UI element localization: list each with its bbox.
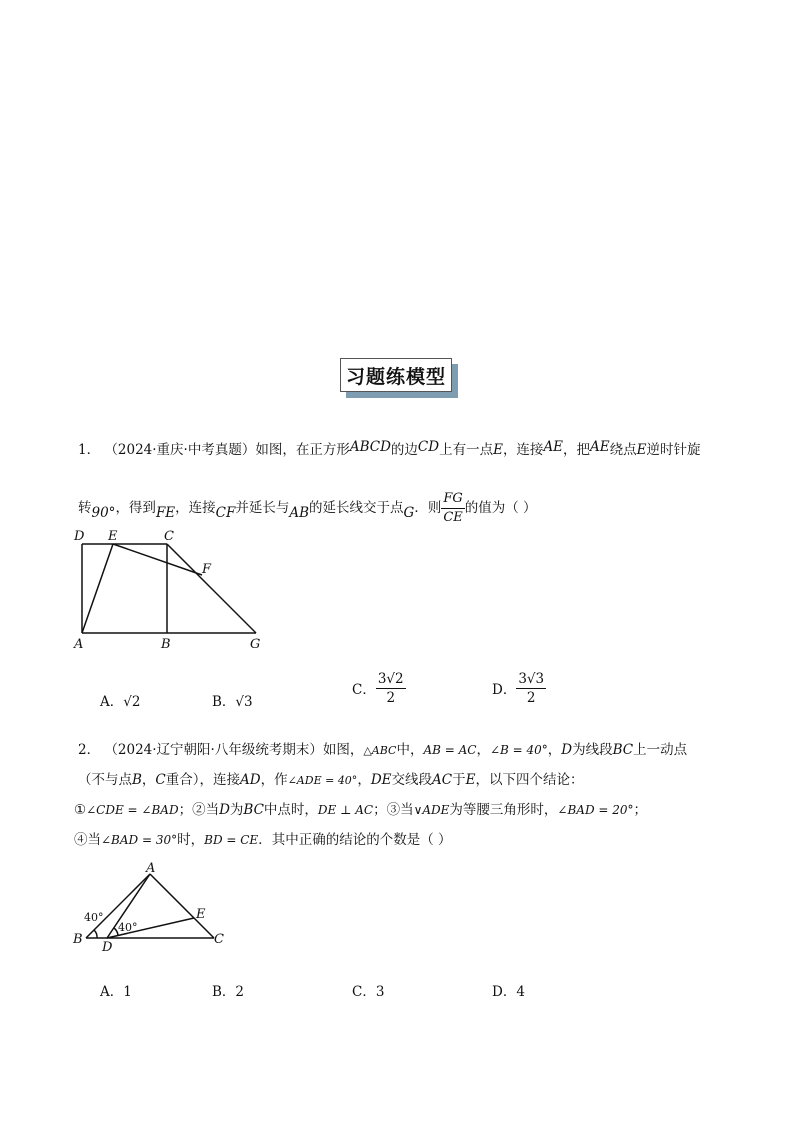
q2-var-b: B (132, 772, 142, 788)
q2-text: ．其中正确的结论的个数是（ ） (258, 832, 452, 848)
q1-edge-cg (167, 544, 256, 633)
option-label: C． (352, 984, 376, 1000)
option-label: C． (352, 682, 376, 698)
section-title-box (340, 358, 458, 398)
q2-cond-angle-ade: ∠ADE = 40° (287, 774, 358, 787)
q1-label-c: C (164, 529, 174, 544)
q2-number: 2． (78, 742, 101, 758)
q2-conclusion-4: BD = CE (204, 833, 259, 847)
q2-text: ， (547, 742, 562, 758)
option-fraction (516, 670, 546, 707)
q2-text: （不与点 (78, 772, 132, 788)
q2-text: ，以下四个结论： (475, 772, 584, 788)
option-value: √3 (235, 694, 253, 710)
q1-text: ，连接 (502, 442, 544, 458)
q1-text: 绕点 (609, 442, 637, 458)
q1-text: ，得到 (115, 500, 156, 516)
q2-line-1 (78, 740, 687, 761)
q2-text: 为等腰三角形时， (449, 802, 558, 818)
q2-label-e: E (196, 907, 206, 922)
q2-var-e: E (465, 772, 476, 788)
q2-text: ； (633, 802, 648, 818)
q2-option-d[interactable] (492, 980, 525, 1000)
q1-text: ，把 (563, 442, 591, 458)
q2-var-ac: AC (432, 772, 453, 788)
option-fraction-den: 2 (386, 690, 396, 706)
q1-text: 并延长与 (235, 500, 290, 516)
q2-var-c: C (155, 772, 166, 788)
q2-text: 于 (452, 772, 466, 788)
q1-label-g: G (250, 637, 261, 650)
q2-angle-label-d: 40° (118, 921, 138, 934)
q2-text: 重合），连接 (165, 772, 241, 788)
q1-text: ．则 (414, 500, 442, 516)
q1-figure (70, 525, 270, 650)
q1-text: 上有一点 (439, 442, 494, 458)
q2-text: 中， (396, 742, 424, 758)
q2-text: 交线段 (391, 772, 432, 788)
q1-source: （2024·重庆·中考真题） (104, 442, 256, 458)
q2-conclusion-2: DE ⊥ AC (317, 803, 374, 817)
q2-cond-ab-ac: AB = AC (423, 743, 477, 757)
q2-angle-arc-b (94, 930, 97, 938)
option-label: A． (100, 984, 124, 1000)
q1-edge-ef (113, 544, 202, 575)
q1-var-ae: AE (543, 439, 564, 455)
q1-var-e: E (636, 442, 647, 458)
option-fraction-den: 2 (526, 690, 536, 706)
q2-source: （2024·辽宁朝阳·八年级统考期末） (104, 742, 323, 758)
q1-fraction-den: CE (443, 510, 463, 525)
q2-text: 中点时， (263, 802, 318, 818)
q2-text: 如图， (322, 742, 364, 758)
q2-line-4 (74, 830, 452, 850)
option-value: 4 (516, 984, 525, 1000)
q1-fraction-num: FG (441, 490, 464, 509)
q1-var-ab: AB (289, 505, 310, 521)
option-label: B． (212, 694, 236, 710)
q2-conclusion-1: ∠CDE = ∠BAD (86, 803, 179, 817)
q1-var-e: E (493, 442, 503, 458)
q1-line-2 (78, 490, 537, 527)
q1-text: 如图，在正方形 (255, 442, 350, 458)
q1-var-g: G (403, 505, 415, 521)
q2-edge-ac (150, 874, 214, 938)
q1-text: 的边 (390, 442, 418, 458)
q1-label-e: E (108, 529, 118, 544)
option-fraction-num: 3√3 (518, 671, 545, 687)
q2-var-tri: △ABC (363, 744, 397, 757)
q1-var-fe: FE (155, 505, 176, 521)
q1-text: ，连接 (175, 500, 216, 516)
q2-text: 为线段 (572, 742, 613, 758)
q1-option-c[interactable] (352, 670, 406, 707)
q2-text: ，作 (260, 772, 288, 788)
q1-text: 逆时针旋 (646, 442, 701, 458)
q2-label-b: B (73, 932, 83, 947)
q2-var-de: DE (370, 772, 392, 788)
q1-number: 1． (78, 442, 101, 458)
q2-option-a[interactable] (100, 980, 132, 1000)
option-label: D． (492, 682, 517, 698)
q2-angle-label-b: 40° (84, 911, 104, 924)
q2-option-c[interactable] (352, 980, 384, 1000)
q2-text: ， (357, 772, 371, 788)
option-value: 3 (375, 984, 385, 1000)
q2-conclusion-4-cond: ∠BAD = 30° (101, 833, 178, 847)
option-label: A． (100, 694, 124, 710)
q1-label-a: A (74, 637, 84, 650)
q2-line-3 (74, 800, 647, 820)
q1-label-b: B (161, 637, 171, 650)
q2-conclusion-3-tri: ∨ADE (413, 803, 450, 817)
q1-option-b[interactable] (212, 690, 253, 710)
q1-edge-ae (82, 544, 113, 633)
option-fraction-num: 3√2 (377, 671, 404, 687)
q2-text: ；②当 (178, 802, 220, 818)
q2-label-a: A (146, 861, 156, 876)
q2-var-bc: BC (243, 802, 264, 818)
q2-label-c: C (214, 932, 224, 947)
q2-var-d: D (219, 802, 230, 818)
option-label: B． (212, 984, 236, 1000)
q2-figure (70, 858, 240, 953)
q1-line-1 (78, 440, 701, 460)
q2-line-2 (78, 770, 583, 791)
q2-cond-angle-b: ∠B = 40° (489, 743, 548, 757)
q1-var-ae: AE (590, 439, 610, 455)
q1-option-d[interactable] (492, 670, 546, 707)
q2-text: ， (141, 772, 156, 788)
section-title: 习题练模型 (340, 358, 452, 392)
option-value: √2 (123, 694, 141, 710)
option-fraction (376, 670, 406, 707)
q1-var-cd: CD (417, 439, 440, 455)
q2-option-b[interactable] (212, 980, 244, 1000)
q1-label-d: D (74, 529, 85, 544)
q2-conclusion-3: ∠BAD = 20° (557, 803, 634, 817)
q2-label-d: D (102, 940, 113, 953)
q2-text: 时， (177, 832, 205, 848)
q2-text: ；③当 (373, 802, 414, 818)
q1-fraction (441, 490, 464, 527)
q2-conclusion-1-marker: ① (74, 802, 87, 818)
q1-label-f: F (202, 562, 212, 577)
q2-text: ④当 (74, 832, 101, 848)
q2-text: 为 (229, 802, 244, 818)
q1-var-deg: 90° (91, 505, 116, 521)
option-label: D． (492, 984, 517, 1000)
q2-var-ad: AD (240, 772, 261, 788)
q1-text: 的值为（ ） (464, 500, 537, 516)
q1-text: 转 (78, 500, 92, 516)
q2-var-d: D (561, 742, 573, 758)
option-value: 1 (123, 984, 132, 1000)
q2-text: 上一动点 (633, 742, 688, 758)
q1-option-a[interactable] (100, 690, 140, 710)
q1-var-cf: CF (215, 505, 236, 521)
q2-var-bc: BC (612, 742, 634, 758)
option-value: 2 (235, 984, 245, 1000)
q1-text: 的延长线交于点 (309, 500, 404, 516)
q1-var-abcd: ABCD (349, 439, 391, 455)
q2-text: ， (476, 742, 490, 758)
